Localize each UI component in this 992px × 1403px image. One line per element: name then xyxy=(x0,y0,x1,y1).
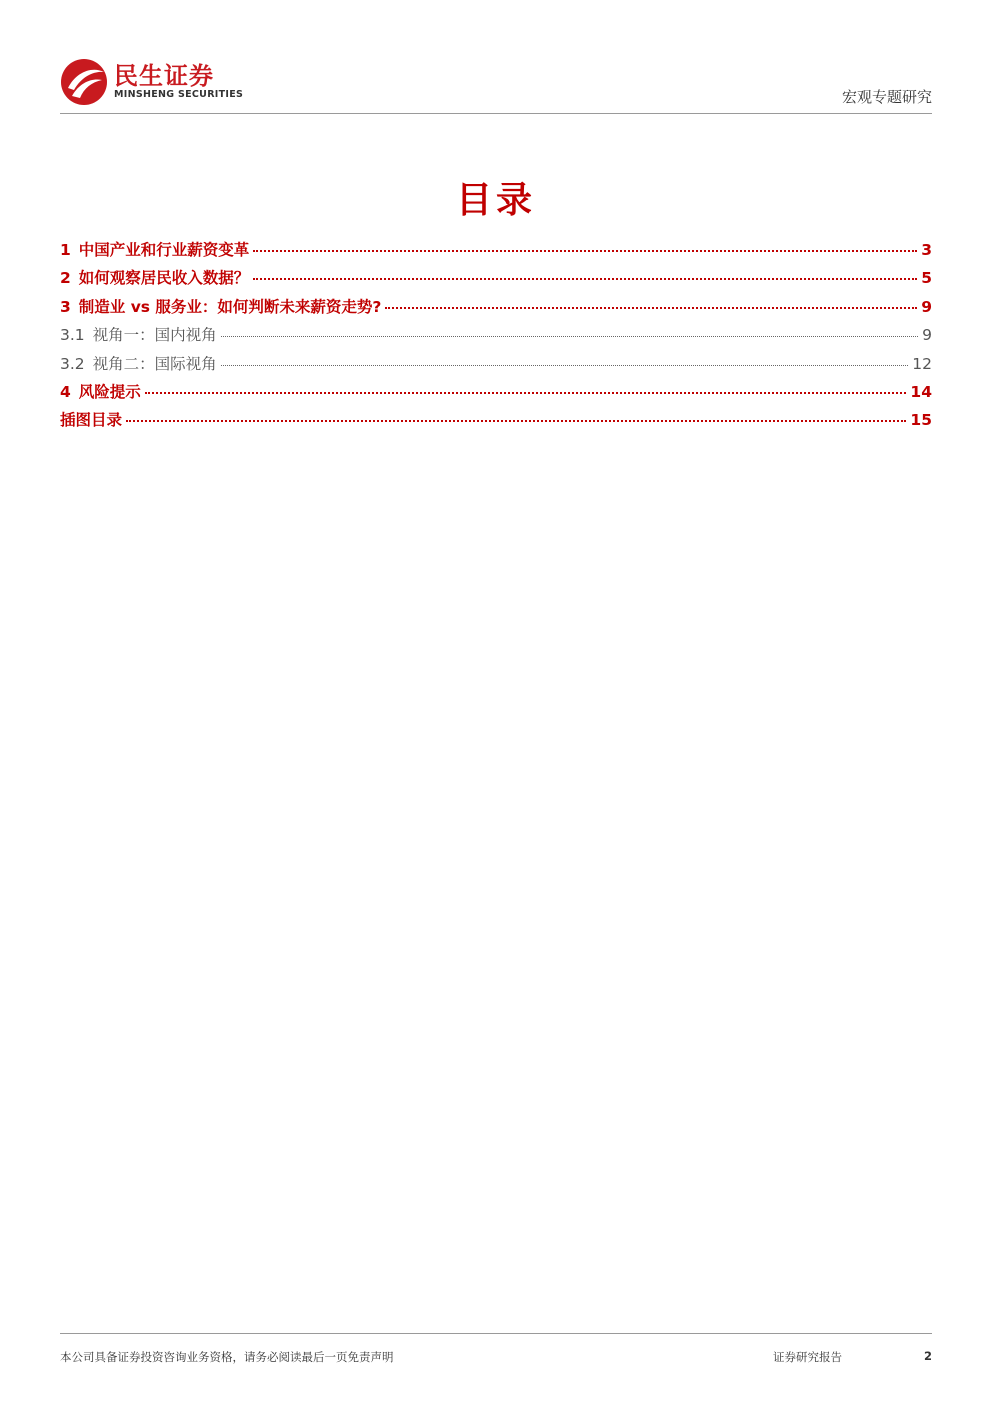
toc-dot-leader xyxy=(145,392,907,394)
page-number: 2 xyxy=(923,1349,932,1363)
report-category: 宏观专题研究 xyxy=(841,88,932,106)
logo-english-name: MINSHENG SECURITIES xyxy=(114,89,244,100)
toc-entry[interactable] xyxy=(60,266,932,294)
toc-entry-number: 4 xyxy=(60,382,71,401)
toc-entry[interactable] xyxy=(60,380,932,408)
toc-entry[interactable] xyxy=(60,238,932,266)
toc-entry-page: 14 xyxy=(910,382,932,401)
toc-entry-page: 12 xyxy=(912,354,932,373)
toc-entry-title: 风险提示 xyxy=(78,382,141,401)
table-of-contents xyxy=(60,238,932,437)
toc-dot-leader xyxy=(221,365,909,366)
toc-dot-leader xyxy=(253,250,917,252)
toc-entry-number: 3.1 xyxy=(60,326,85,345)
toc-dot-leader xyxy=(221,336,918,337)
toc-entry-page: 3 xyxy=(921,241,932,259)
toc-entry[interactable] xyxy=(60,323,932,351)
toc-entry-title: 如何观察居民收入数据？ xyxy=(78,269,250,288)
minsheng-logo-icon xyxy=(60,58,108,106)
toc-entry[interactable] xyxy=(60,295,932,323)
logo-chinese-name: 民生证券 xyxy=(114,62,214,90)
toc-entry-page: 9 xyxy=(921,297,932,316)
toc-dot-leader xyxy=(253,278,917,280)
toc-entry-number: 3 xyxy=(60,297,71,316)
footer-disclaimer: 本公司具备证券投资咨询业务资格，请务必阅读最后一页免责声明 xyxy=(60,1350,394,1364)
footer-document-type: 证券研究报告 xyxy=(773,1350,842,1364)
toc-entry-title: 视角一：国内视角 xyxy=(92,326,217,345)
toc-entry-title: 中国产业和行业薪资变革 xyxy=(78,241,250,259)
toc-entry[interactable] xyxy=(60,408,932,436)
toc-dot-leader xyxy=(385,307,917,309)
company-logo xyxy=(60,58,243,106)
toc-entry-page: 15 xyxy=(910,411,932,430)
toc-entry-title: 插图目录 xyxy=(60,411,123,430)
toc-entry-number: 2 xyxy=(60,269,71,288)
toc-entry-page: 9 xyxy=(922,326,932,345)
toc-entry-title: 制造业 vs 服务业：如何判断未来薪资走势? xyxy=(78,297,382,316)
toc-entry-page: 5 xyxy=(921,269,932,288)
footer-divider xyxy=(60,1333,932,1334)
toc-dot-leader xyxy=(126,420,906,422)
toc-entry-number: 3.2 xyxy=(60,354,85,373)
header-divider xyxy=(60,113,932,114)
toc-entry[interactable] xyxy=(60,352,932,380)
toc-title: 目录 xyxy=(455,180,536,221)
toc-entry-number: 1 xyxy=(60,241,71,259)
toc-entry-title: 视角二：国际视角 xyxy=(92,354,217,373)
